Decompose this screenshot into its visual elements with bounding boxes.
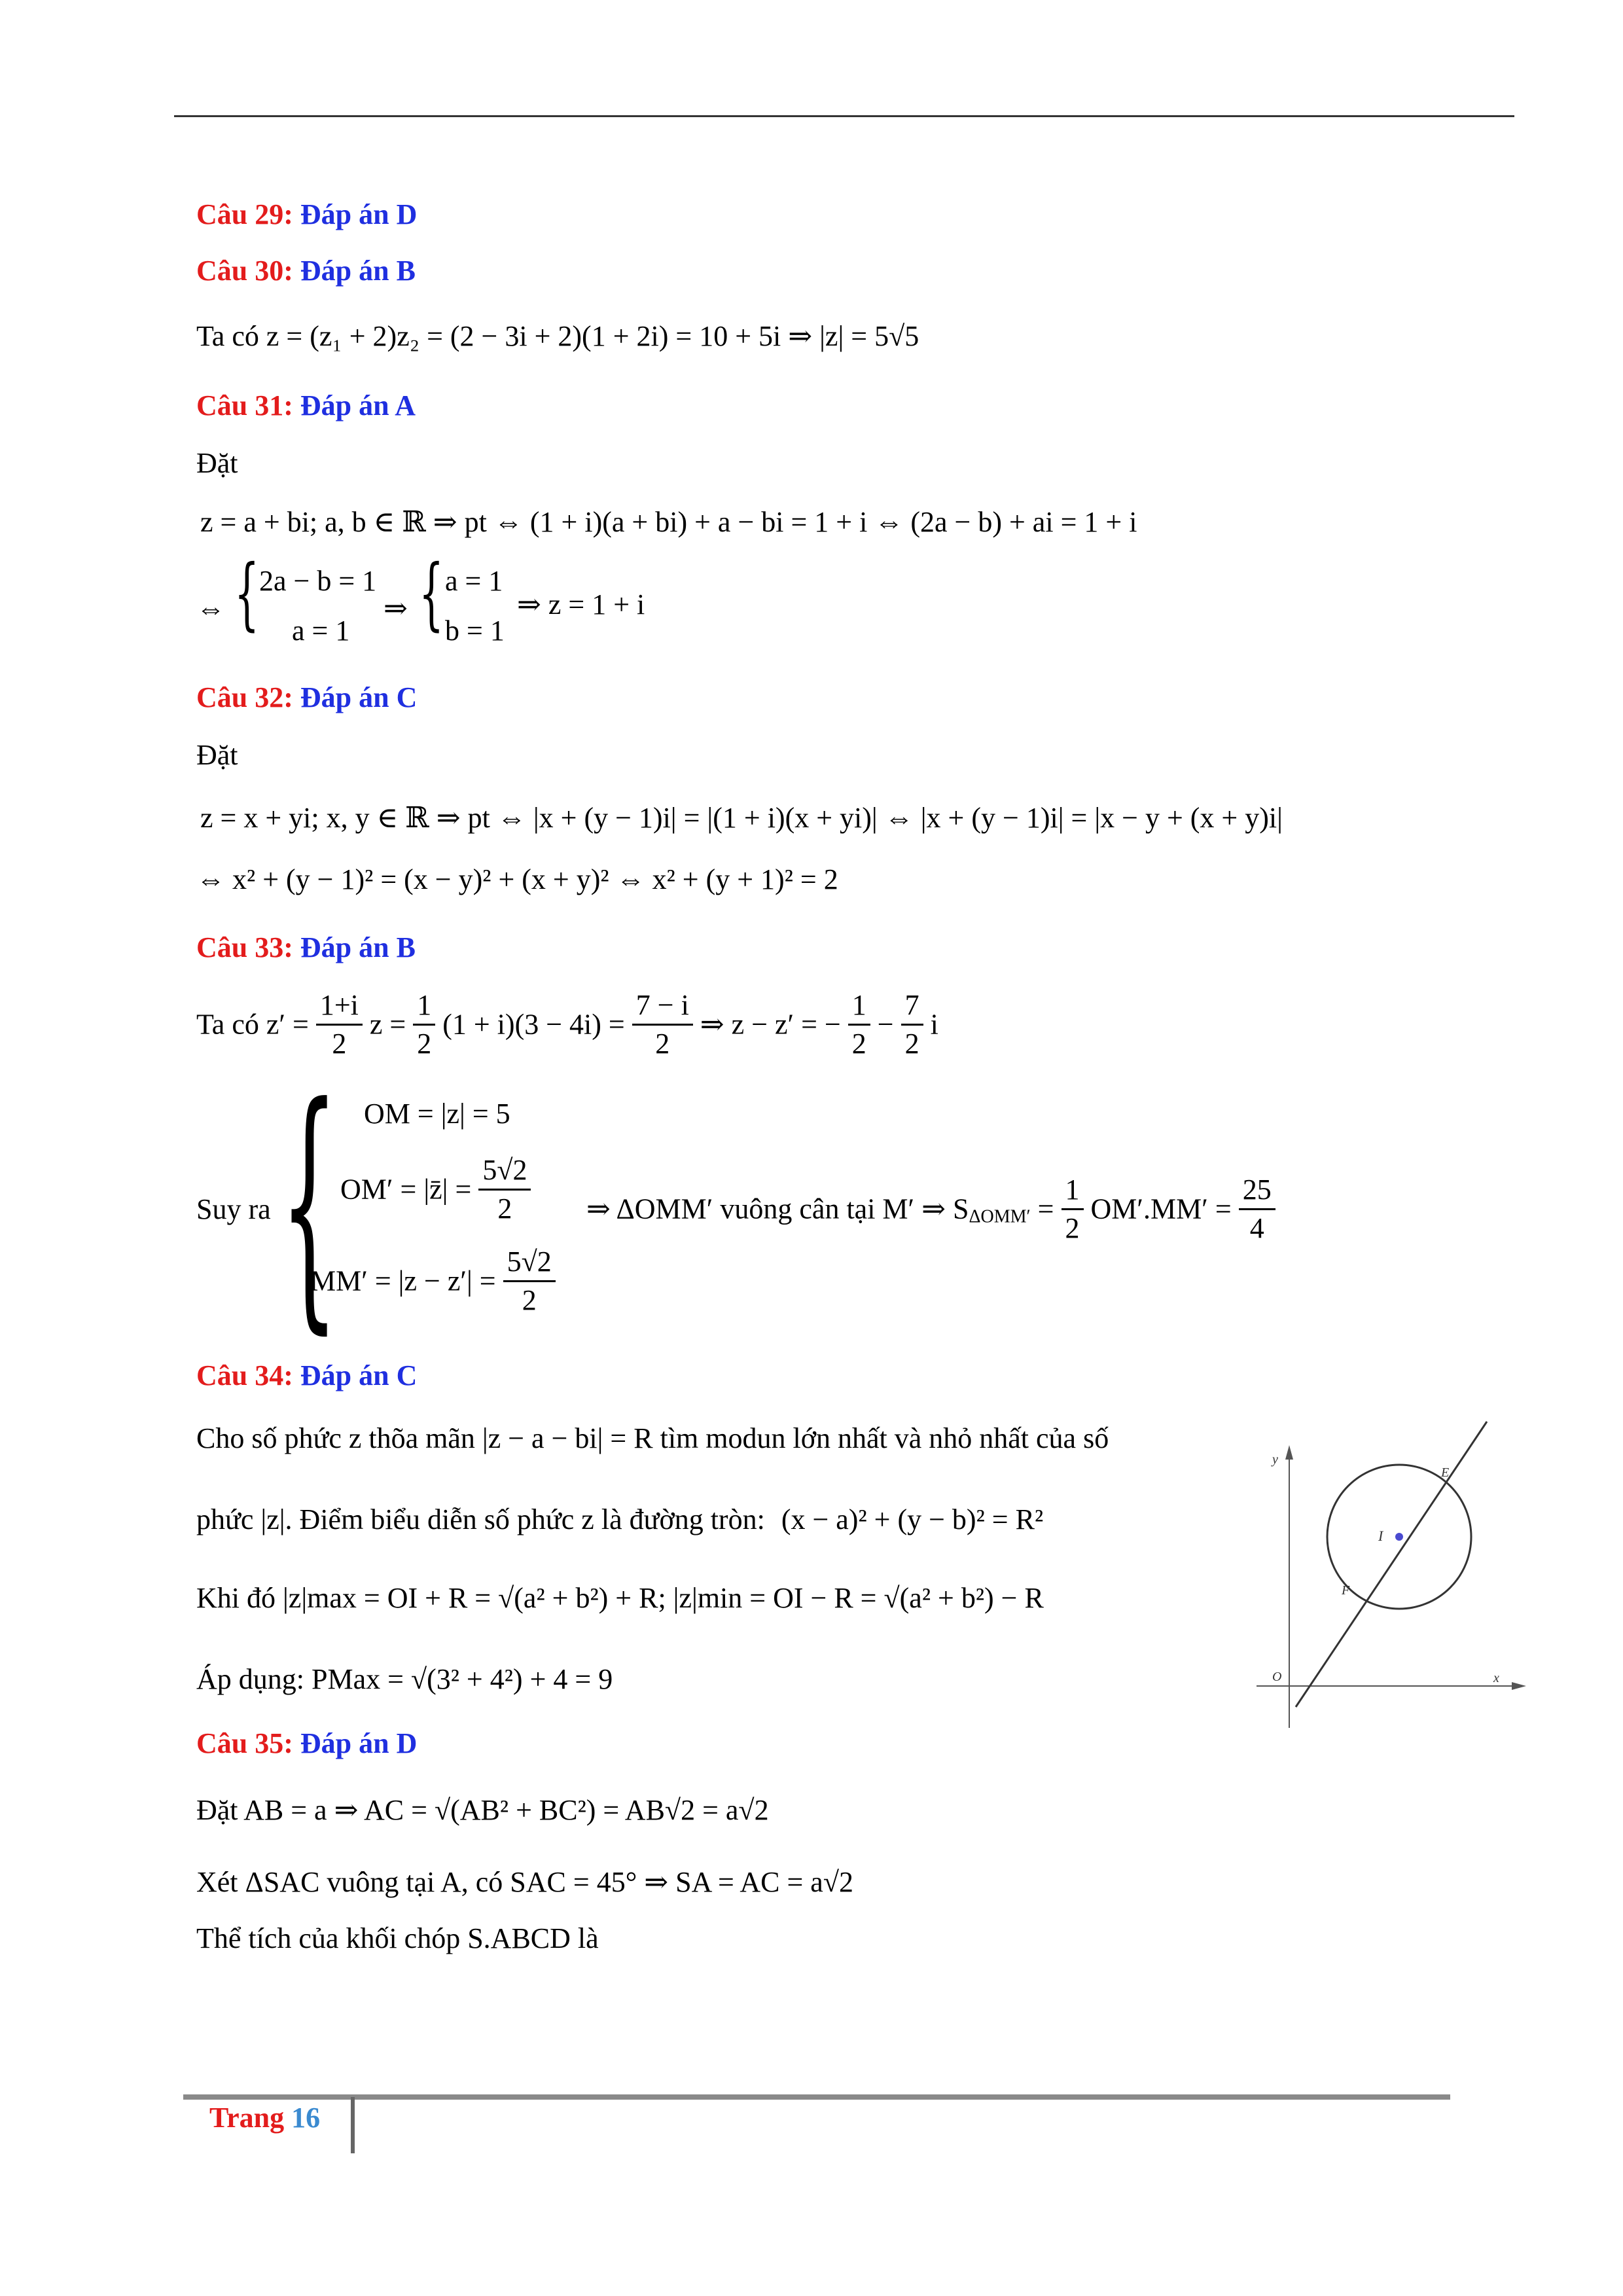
- q31-brace2: {: [419, 548, 444, 639]
- fig-y-arrow: [1285, 1445, 1293, 1460]
- q34-line3a: Khi đó: [196, 1582, 276, 1614]
- q33-eq: =: [1037, 1193, 1054, 1225]
- q34-line2: [196, 1501, 1043, 1538]
- q33-mmp-den: 2: [503, 1280, 556, 1319]
- q33-omp-num: 5√2: [482, 1154, 527, 1186]
- q33-label: Câu 33:: [196, 931, 293, 963]
- q33-omp-text: OM′ = |z̄| =: [340, 1173, 472, 1206]
- q33-area-frac: [1239, 1172, 1275, 1247]
- q31-answer: Đáp án A: [300, 389, 416, 422]
- q33-frac5: [901, 987, 923, 1062]
- q34-line1m: |z − a − bi| = R: [482, 1422, 653, 1454]
- q33-zeq: z =: [369, 1008, 406, 1041]
- q33-frac3-num: 7 − i: [635, 989, 689, 1021]
- q34-line2m: |z|: [260, 1503, 285, 1535]
- q32-answer: Đáp án C: [300, 681, 418, 713]
- q33-frac4-den: 2: [848, 1024, 870, 1062]
- q31-brace1: {: [234, 548, 260, 639]
- q33-zdiff: ⇒ z − z′ = −: [700, 1008, 841, 1041]
- fig-label-y: y: [1272, 1452, 1278, 1467]
- q34-answer: Đáp án C: [300, 1359, 418, 1391]
- q30-answer: Đáp án B: [300, 255, 416, 287]
- q35-line1: [196, 1792, 769, 1829]
- fig-center-point: [1395, 1533, 1403, 1541]
- q33-frac5-num: 7: [904, 989, 919, 1021]
- circle-figure: [1243, 1407, 1531, 1728]
- q33-area-tail: OM′.MM′ =: [1090, 1193, 1232, 1225]
- footer-page: [209, 2100, 320, 2136]
- q31-line1: z = a + bi; a, b ∈ ℝ ⇒ pt ⇔ (1 + i)(a + bi) + a − bi = 1 + i ⇔ (2a − b) + ai = 1 + i: [200, 506, 1137, 538]
- q31-intro: Đặt: [196, 447, 238, 479]
- footer-divider: [351, 2097, 355, 2153]
- q30-line1: [196, 318, 919, 355]
- footer-page-number: 16: [291, 2102, 321, 2134]
- q33-heading: [196, 929, 416, 966]
- q35-line2a: Xét: [196, 1866, 238, 1898]
- q34-line4a: Áp dụng:: [196, 1663, 304, 1695]
- q30-math: z = (z₁ + 2)z₂ = (2 − 3i + 2)(1 + 2i) = 10 + 5i ⇒ |z| = 5√5: [266, 320, 919, 352]
- q35-answer: Đáp án D: [300, 1727, 418, 1759]
- q33-line1: [196, 987, 938, 1062]
- q33-area-sub: ΔOMM′: [969, 1206, 1031, 1227]
- q31-sys1-row1: 2a − b = 1: [259, 565, 377, 597]
- q31-result: ⇒ z = 1 + i: [517, 588, 645, 620]
- q33-mmp-frac: [503, 1244, 556, 1319]
- q34-line3m: |z|max = OI + R = √(a² + b²) + R; |z|min = OI − R = √(a² + b²) − R: [283, 1582, 1044, 1614]
- q29-heading: [196, 196, 417, 233]
- q31-sys2-row2: b = 1: [445, 615, 505, 647]
- q35-heading: [196, 1725, 417, 1762]
- q32-intro: Đặt: [196, 739, 238, 771]
- footer-rule: [183, 2094, 1450, 2100]
- fig-label-f: F: [1342, 1583, 1350, 1598]
- q35-line3: Thể tích của khối chóp S.ABCD là: [196, 1922, 599, 1954]
- q34-line4: [196, 1661, 613, 1698]
- q31-sys2-row1: a = 1: [445, 565, 503, 597]
- q33-area-den: 4: [1239, 1208, 1275, 1247]
- q33-mmp: [310, 1244, 556, 1319]
- fig-x-arrow: [1512, 1682, 1526, 1690]
- q35-line2: [196, 1864, 853, 1901]
- q34-line2a: phức: [196, 1503, 254, 1535]
- q31-implies: ⇒: [383, 592, 408, 624]
- header-rule: [174, 115, 1514, 117]
- q33-conclusion: [586, 1172, 1275, 1247]
- q35-line2m1: ΔSAC vuông tại A, có: [245, 1866, 503, 1898]
- q33-frac4: [848, 987, 870, 1062]
- q33-omp: [340, 1152, 531, 1227]
- q33-frac1-den: 2: [316, 1024, 363, 1062]
- q33-area-num: 25: [1242, 1174, 1272, 1206]
- q34-line1b: tìm modun lớn nhất và nhỏ nhất của số: [660, 1422, 1109, 1454]
- q33-minus: −: [877, 1008, 894, 1041]
- q31-label: Câu 31:: [196, 389, 293, 422]
- q34-line3: [196, 1580, 1044, 1617]
- q32-label: Câu 32:: [196, 681, 293, 713]
- q31-sys1-row2: a = 1: [292, 615, 350, 647]
- q33-suyra: Suy ra: [196, 1193, 271, 1225]
- q33-mmp-text: MM′ = |z − z′| =: [310, 1265, 496, 1297]
- q33-frac2-num: 1: [417, 989, 432, 1021]
- q35-line2m2: SAC = 45° ⇒ SA = AC = a√2: [510, 1866, 853, 1898]
- q35-label: Câu 35:: [196, 1727, 293, 1759]
- q33-brace: {: [280, 1052, 339, 1356]
- q31-heading: [196, 387, 416, 424]
- q32-line1: z = x + yi; x, y ∈ ℝ ⇒ pt ⇔ |x + (y − 1)i| = |(1 + i)(x + yi)| ⇔ |x + (y − 1)i| = |x − y + (x + y)i|: [200, 802, 1283, 834]
- q33-mmp-num: 5√2: [507, 1246, 552, 1278]
- q34-line4m: PMax = √(3² + 4²) + 4 = 9: [312, 1663, 613, 1695]
- q33-half: [1061, 1172, 1084, 1247]
- q33-answer: Đáp án B: [300, 931, 416, 963]
- q33-i: i: [930, 1008, 938, 1041]
- q33-frac3-den: 2: [632, 1024, 693, 1062]
- q31-equiv: ⇔: [196, 592, 225, 624]
- q33-mult: (1 + i)(3 − 4i) =: [442, 1008, 625, 1041]
- q30-label: Câu 30:: [196, 255, 293, 287]
- q33-half-den: 2: [1061, 1208, 1084, 1247]
- q34-line2c: (x − a)² + (y − b)² = R²: [781, 1503, 1044, 1535]
- q34-line1a: Cho số phức z thõa mãn: [196, 1422, 475, 1454]
- q33-frac3: [632, 987, 693, 1062]
- q30-prefix: Ta có: [196, 320, 259, 352]
- q33-frac5-den: 2: [901, 1024, 923, 1062]
- q34-heading: [196, 1357, 417, 1394]
- q33-prefix: Ta có: [196, 1008, 259, 1041]
- q32-heading: [196, 679, 417, 716]
- fig-label-o: O: [1272, 1670, 1282, 1684]
- q33-frac1-num: 1+i: [319, 989, 359, 1021]
- q35-line1a: Đặt: [196, 1794, 238, 1826]
- q33-omp-den: 2: [478, 1189, 531, 1227]
- q34-line1: [196, 1420, 1109, 1457]
- fig-label-e: E: [1441, 1465, 1450, 1480]
- q33-half-num: 1: [1065, 1174, 1080, 1206]
- q33-frac1: [316, 987, 363, 1062]
- fig-label-x: x: [1493, 1671, 1499, 1685]
- q33-frac2: [413, 987, 435, 1062]
- fig-label-i: I: [1378, 1528, 1383, 1544]
- q29-label: Câu 29:: [196, 198, 293, 230]
- footer-trang: Trang: [209, 2102, 285, 2134]
- q33-frac4-num: 1: [851, 989, 866, 1021]
- q35-line1m: AB = a ⇒ AC = √(AB² + BC²) = AB√2 = a√2: [243, 1794, 769, 1826]
- q33-conclusion-text: ⇒ ΔOMM′ vuông cân tại M′ ⇒ S: [586, 1193, 969, 1225]
- q34-label: Câu 34:: [196, 1359, 293, 1391]
- q33-frac2-den: 2: [413, 1024, 435, 1062]
- q33-zprime: z′ =: [266, 1008, 309, 1041]
- q34-line2b: . Điểm biểu diễn số phức z là đường tròn:: [285, 1503, 765, 1535]
- q30-heading: [196, 253, 416, 289]
- q29-answer: Đáp án D: [300, 198, 418, 230]
- q33-omp-frac: [478, 1152, 531, 1227]
- q33-om: OM = |z| = 5: [364, 1098, 510, 1130]
- q32-line2: ⇔ x² + (y − 1)² = (x − y)² + (x + y)² ⇔ x² + (y + 1)² = 2: [196, 863, 838, 895]
